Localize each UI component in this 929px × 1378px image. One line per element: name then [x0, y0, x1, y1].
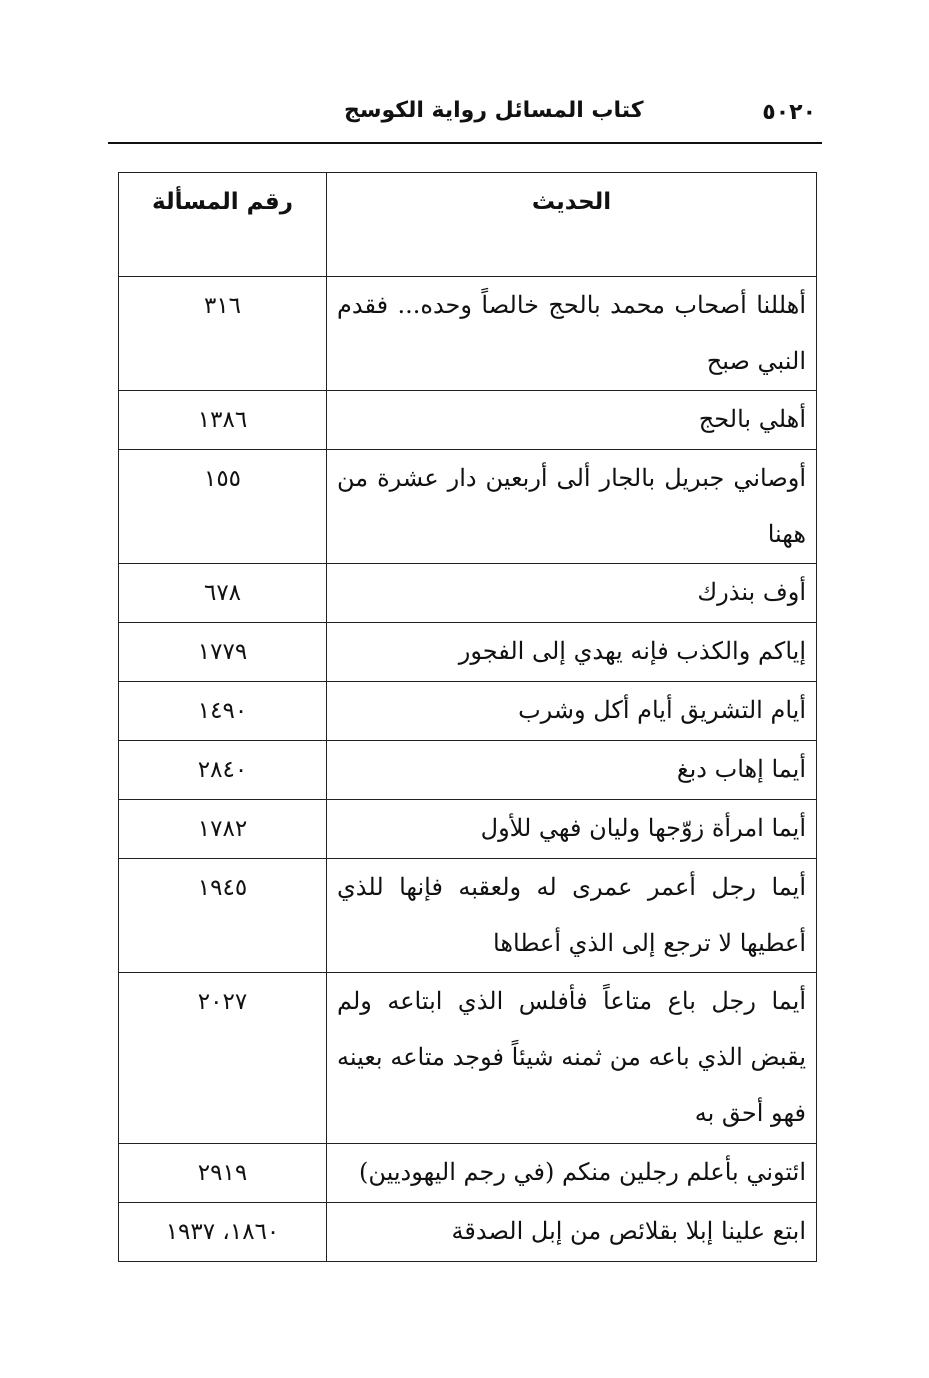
- table-row: [119, 623, 817, 682]
- table-row: [119, 391, 817, 450]
- table-row: [119, 277, 817, 391]
- hadith-text: أيما رجل أعمر عمرى له ولعقبه فإنها للذي أعطيها لا ترجع إلى الذي أعطاها: [327, 859, 817, 973]
- issue-number: ٣١٦: [119, 277, 327, 391]
- issue-number: ٢٨٤٠: [119, 741, 327, 800]
- table-row: [119, 682, 817, 741]
- hadith-text: أوف بنذرك: [327, 564, 817, 623]
- hadith-text: ائتوني بأعلم رجلين منكم (في رجم اليهوديين): [327, 1144, 817, 1203]
- page-header: [108, 96, 822, 144]
- page-number: ٥٠٢٠: [762, 100, 816, 125]
- hadith-text: ابتع علينا إبلا بقلائص من إبل الصدقة: [327, 1203, 817, 1262]
- issue-number: ١٧٧٩: [119, 623, 327, 682]
- table-row: [119, 741, 817, 800]
- issue-number: ١٣٨٦: [119, 391, 327, 450]
- table-row: [119, 564, 817, 623]
- issue-number: ١٩٤٥: [119, 859, 327, 973]
- issue-number: ١٨٦٠، ١٩٣٧: [119, 1203, 327, 1262]
- book-title: كتاب المسائل رواية الكوسج: [344, 98, 644, 123]
- hadith-text: أوصاني جبريل بالجار ألى أربعين دار عشرة من ههنا: [327, 450, 817, 564]
- issue-number: ١٥٥: [119, 450, 327, 564]
- table-row: [119, 859, 817, 973]
- issue-number: ٢٩١٩: [119, 1144, 327, 1203]
- table-row: [119, 450, 817, 564]
- table-row: [119, 1144, 817, 1203]
- hadith-text: أيما إهاب دبغ: [327, 741, 817, 800]
- issue-number: ١٤٩٠: [119, 682, 327, 741]
- issue-number-column-header: رقم المسألة: [119, 173, 327, 277]
- table-row: [119, 800, 817, 859]
- hadith-text: أيما رجل باع متاعاً فأفلس الذي ابتاعه ولم يقبض الذي باعه من ثمنه شيئاً فوجد متاعه بعينه فهو أحق به: [327, 973, 817, 1144]
- issue-number: ١٧٨٢: [119, 800, 327, 859]
- hadith-index-table: [118, 172, 817, 1262]
- hadith-text: أهللنا أصحاب محمد بالحج خالصاً وحده... فقدم النبي صبح: [327, 277, 817, 391]
- table-row: [119, 1203, 817, 1262]
- hadith-text: أيام التشريق أيام أكل وشرب: [327, 682, 817, 741]
- issue-number: ٢٠٢٧: [119, 973, 327, 1144]
- table-header-row: [119, 173, 817, 277]
- hadith-column-header: الحديث: [327, 173, 817, 277]
- table-row: [119, 973, 817, 1144]
- hadith-text: أيما امرأة زوّجها وليان فهي للأول: [327, 800, 817, 859]
- hadith-text: إياكم والكذب فإنه يهدي إلى الفجور: [327, 623, 817, 682]
- hadith-text: أهلي بالحج: [327, 391, 817, 450]
- issue-number: ٦٧٨: [119, 564, 327, 623]
